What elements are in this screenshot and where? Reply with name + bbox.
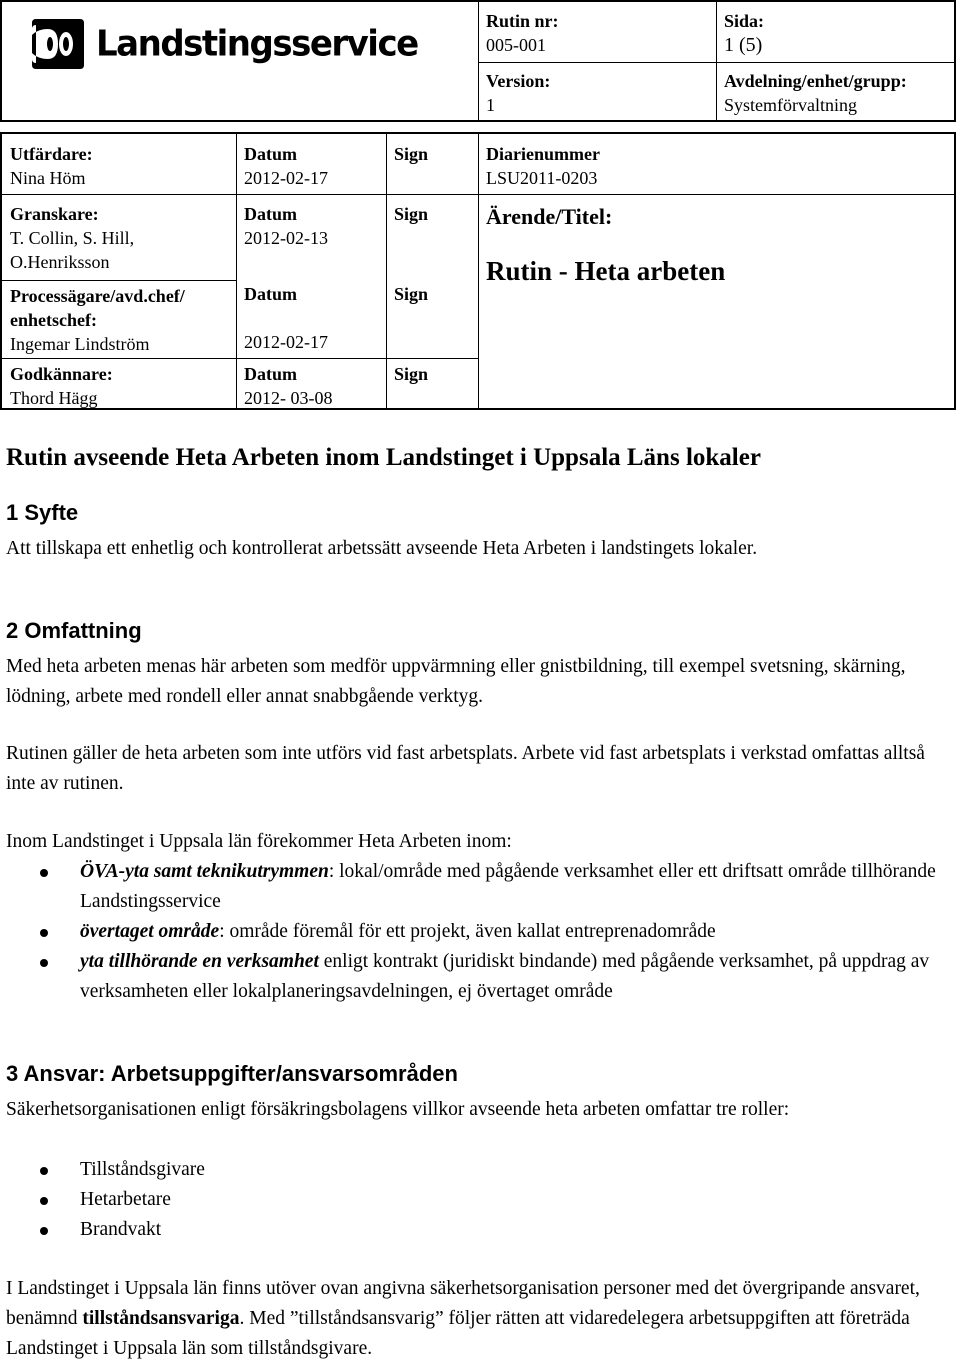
meta-divider [2,280,236,281]
section-2-paragraph-1: Med heta arbeten menas här arbeten som medför uppvärmning eller gnistbildning, till exempel svetsning, skärning, lödning, arbete med rondell eller annat snabbgående verktyg. [6,656,906,707]
granskare-value: O.Henriksson [10,252,110,272]
sign-cell-4 [394,362,428,386]
bullet-text: : lokal/område med pågående verksamhet eller ett driftsatt område tillhörande Landstingsservice [80,861,936,912]
bullet-emphasis: ÖVA-yta samt teknikutrymmen [80,861,329,882]
granskare-label: Granskare: [10,204,99,224]
datum-value: 2012-02-17 [244,168,328,188]
utfardare-value: Nina Höm [10,168,86,188]
role-label: Hetarbetare [80,1189,171,1210]
section-2-paragraph-3: Inom Landstinget i Uppsala län förekommer Heta Arbeten inom: [6,831,512,852]
arende-cell [486,202,725,286]
sign-cell-2 [394,202,428,226]
role-label: Brandvakt [80,1219,162,1240]
meta-divider [2,194,478,195]
paragraph-text: . Med ”tillståndsansvarig” följer rätten att vidaredelegera arbetsuppgiften att företräda Landstinget i Uppsala län som tillståndsgivare. [6,1308,910,1359]
godkannare-cell [10,362,113,410]
avdelning-cell [724,70,907,116]
tillstandsansvariga-term: tillståndsansvariga [82,1308,240,1329]
diarienummer-cell [486,142,600,190]
diarienummer-label: Diarienummer [486,144,600,164]
utfardare-cell [10,142,93,190]
paragraph-text: I Landstinget i Uppsala län finns utöver ovan angivna säkerhetsorganisation personer med det övergripande ansvaret, benämnd [6,1278,920,1329]
header-divider [478,62,954,63]
role-label: Tillståndsgivare [80,1159,205,1180]
meta-divider [2,358,478,359]
sign-label: Sign [394,144,429,164]
datum-label: Datum [244,364,297,384]
bullet-icon [40,1167,48,1175]
header-divider [716,2,717,120]
processagare-value: Ingemar Lindström [10,334,150,354]
avdelning-value: Systemförvaltning [724,95,857,115]
bullet-text: : område föremål för ett projekt, även kallat entreprenadområde [219,921,716,942]
bullet-icon [40,1227,48,1235]
bullet-emphasis: övertaget område [80,921,220,942]
meta-divider [236,134,237,408]
sida-label: Sida: [724,11,765,31]
section-3-roles-list [0,1155,940,1245]
meta-divider [478,134,479,408]
processagare-cell [10,284,185,356]
document-title: Rutin avseende Heta Arbeten inom Landstinget i Uppsala Läns lokaler [6,444,761,471]
section-1-heading: 1 Syfte [6,500,79,525]
sign-label: Sign [394,204,429,224]
header-box [0,0,956,122]
godkannare-label: Godkännare: [10,364,113,384]
datum-value: 2012-02-17 [244,332,328,352]
list-item [0,1215,940,1245]
metadata-box [0,132,956,410]
godkannare-value: Thord Hägg [10,388,98,408]
logo-wordmark: Landstingsservice [96,23,418,65]
bullet-icon [40,1197,48,1205]
list-item [0,1155,940,1185]
granskare-cell [10,202,134,274]
list-item [0,917,940,947]
list-item [0,857,940,917]
logo-emblem-icon [28,15,88,73]
sign-label: Sign [394,364,429,384]
version-value: 1 [486,95,495,115]
list-item [0,947,940,1007]
avdelning-label: Avdelning/enhet/grupp: [724,71,907,91]
version-cell [486,70,550,116]
datum-label: Datum [244,284,297,304]
meta-divider [386,134,387,408]
diarienummer-value: LSU2011-0203 [486,168,598,188]
datum-cell-2 [244,202,328,250]
section-3-paragraph-2 [6,1274,956,1364]
section-3-paragraph-1: Säkerhetsorganisationen enligt försäkringsbolagens villkor avseende heta arbeten omfattar tre roller: [6,1099,790,1120]
datum-value: 2012- 03-08 [244,388,333,408]
header-divider [478,2,479,120]
arende-label: Ärende/Titel: [486,204,613,229]
sida-value: 1 (5) [724,34,763,56]
sign-label: Sign [394,284,429,304]
datum-label: Datum [244,204,297,224]
list-item [0,1185,940,1215]
section-2-heading: 2 Omfattning [6,618,142,643]
section-1-text: Att tillskapa ett enhetlig och kontrollerat arbetssätt avseende Heta Arbeten i landstingets lokaler. [6,538,758,559]
section-3-heading: 3 Ansvar: Arbetsuppgifter/ansvarsområden [6,1061,458,1086]
bullet-text: enligt kontrakt (juridiskt bindande) med pågående verksamhet, på uppdrag av verksamheten eller lokalplaneringsavdelningen, ej övertaget område [80,951,930,1002]
datum-cell-1 [244,142,328,190]
granskare-value: T. Collin, S. Hill, [10,228,135,248]
landstingsservice-logo [28,14,418,74]
sida-cell [724,10,764,56]
utfardare-label: Utfärdare: [10,144,93,164]
datum-cell-3 [244,282,328,354]
bullet-emphasis: yta tillhörande en verksamhet [80,951,319,972]
sign-cell-1 [394,142,428,166]
bullet-icon [40,929,48,937]
arende-title: Rutin - Heta arbeten [486,256,726,286]
bullet-icon [40,869,48,877]
section-2-bullet-list [0,857,940,1007]
datum-cell-4 [244,362,333,410]
processagare-label: Processägare/avd.chef/ [10,286,185,306]
processagare-label: enhetschef: [10,310,97,330]
version-label: Version: [486,71,551,91]
datum-label: Datum [244,144,297,164]
sign-cell-3 [394,282,428,306]
bullet-icon [40,959,48,967]
rutin-nr-cell [486,10,559,56]
rutin-nr-label: Rutin nr: [486,11,559,31]
datum-value: 2012-02-13 [244,228,328,248]
section-2-paragraph-2: Rutinen gäller de heta arbeten som inte utförs vid fast arbetsplats. Arbete vid fast arbetsplats i verkstad omfattas alltså inte av rutinen. [6,743,925,794]
meta-divider [478,194,954,195]
rutin-nr-value: 005-001 [486,35,546,55]
